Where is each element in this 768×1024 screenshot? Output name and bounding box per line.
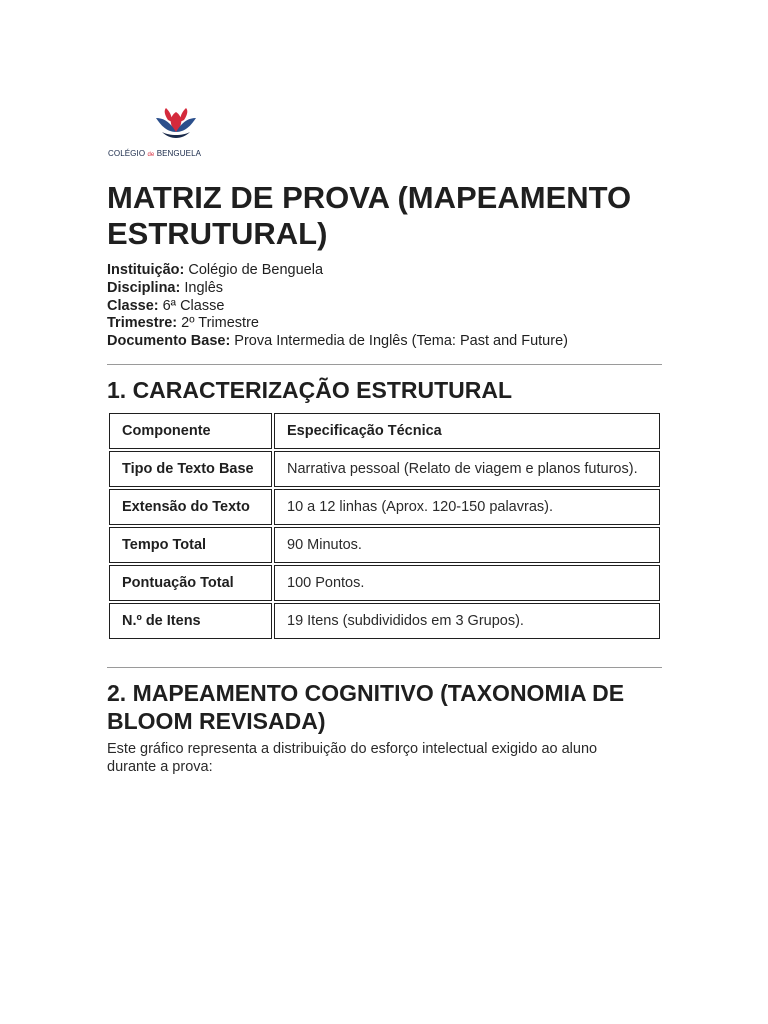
meta-row-class [107, 298, 662, 316]
table-value-cell: 19 Itens (subdivididos em 3 Grupos). [274, 603, 660, 639]
meta-row-term [107, 315, 662, 333]
section-heading-cognitive: 2. MAPEAMENTO COGNITIVO (TAXONOMIA DE BLOOM REVISADA) [107, 680, 625, 734]
table-header-cell: Especificação Técnica [274, 413, 660, 449]
lotus-flower-icon [152, 106, 200, 140]
section-divider [107, 667, 662, 668]
structural-table [107, 411, 662, 641]
table-row [109, 489, 660, 525]
table-row [109, 603, 660, 639]
meta-value: Inglês [180, 279, 224, 296]
table-row [109, 565, 660, 601]
logo-wordmark [108, 149, 201, 158]
document-metadata [107, 262, 662, 351]
table-header-cell: Componente [109, 413, 272, 449]
section-heading-structural: 1. CARACTERIZAÇÃO ESTRUTURAL [107, 377, 513, 403]
school-logo [108, 106, 218, 162]
table-row [109, 527, 660, 563]
table-key-cell: Tipo de Texto Base [109, 451, 272, 487]
meta-row-base-document [107, 333, 662, 351]
table-row [109, 451, 660, 487]
section-divider [107, 364, 662, 365]
meta-label: Trimestre: [107, 315, 178, 332]
meta-row-discipline [107, 280, 662, 298]
section-paragraph: Este gráfico representa a distribuição do esforço intelectual exigido ao aluno durante a prova: [107, 741, 598, 775]
table-header-row [109, 413, 660, 449]
meta-value: 6ª Classe [158, 297, 225, 314]
table-key-cell: Extensão do Texto [109, 489, 272, 525]
meta-value: Colégio de Benguela [184, 262, 324, 278]
meta-label: Classe: [107, 297, 159, 314]
meta-label: Disciplina: [107, 279, 181, 296]
table-value-cell: 100 Pontos. [274, 565, 660, 601]
logo-word-colegio: COLÉGIO [108, 149, 146, 158]
table-value-cell: 10 a 12 linhas (Aprox. 120-150 palavras). [274, 489, 660, 525]
meta-value: 2º Trimestre [177, 315, 259, 332]
meta-label: Documento Base: [107, 333, 231, 350]
document-title: MATRIZ DE PROVA (MAPEAMENTO ESTRUTURAL) [107, 180, 632, 251]
meta-row-institution [107, 262, 662, 280]
logo-word-de: de [147, 152, 155, 158]
meta-value: Prova Intermedia de Inglês (Tema: Past and Future) [230, 333, 568, 350]
table-value-cell: Narrativa pessoal (Relato de viagem e planos futuros). [274, 451, 660, 487]
table-key-cell: N.º de Itens [109, 603, 272, 639]
logo-word-benguela: BENGUELA [156, 149, 202, 158]
table-key-cell: Pontuação Total [109, 565, 272, 601]
table-key-cell: Tempo Total [109, 527, 272, 563]
meta-label: Instituição: [107, 262, 185, 278]
table-value-cell: 90 Minutos. [274, 527, 660, 563]
